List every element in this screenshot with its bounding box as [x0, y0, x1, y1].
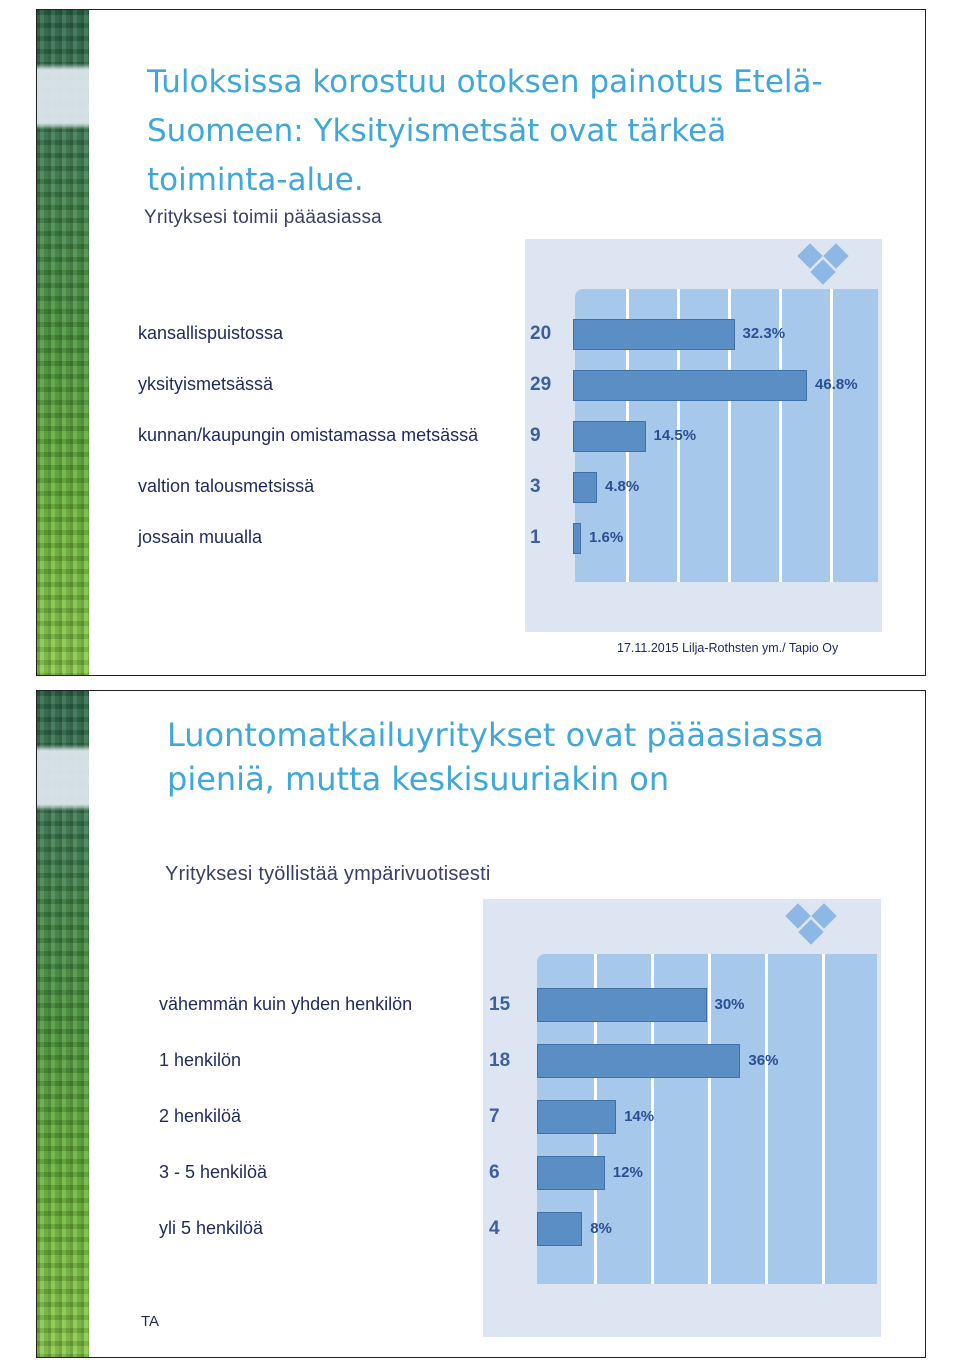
- value-label: 8%: [590, 1220, 612, 1237]
- count-label: 29: [530, 374, 552, 395]
- value-label: 30%: [714, 996, 745, 1013]
- count-label: 7: [489, 1106, 500, 1127]
- forest-decoration-image: [37, 691, 89, 1357]
- slide-1-title: Tuloksissa korostuu otoksen painotus Etelä-Suomeen: Yksityismetsät ovat tärkeä toiminta-alue.: [147, 64, 823, 198]
- diamond-logo-icon: [783, 901, 843, 951]
- value-label: 12%: [612, 1164, 643, 1181]
- value-label: 4.8%: [605, 478, 640, 495]
- category-label: valtion talousmetsissä: [138, 476, 315, 496]
- bar: [537, 1100, 616, 1134]
- count-label: 6: [489, 1162, 500, 1183]
- grid-line: [765, 954, 768, 1284]
- bar: [537, 1044, 740, 1078]
- slide-1-footer: 17.11.2015 Lilja-Rothsten ym./ Tapio Oy: [617, 641, 839, 655]
- category-label: vähemmän kuin yhden henkilön: [159, 994, 413, 1014]
- value-label: 14.5%: [653, 427, 697, 444]
- category-label: kansallispuistossa: [138, 323, 284, 343]
- bar: [573, 472, 597, 503]
- value-label: 46.8%: [815, 376, 858, 393]
- slide-2: [36, 690, 926, 1358]
- count-label: 3: [530, 476, 541, 497]
- category-label: 3 - 5 henkilöä: [159, 1162, 268, 1182]
- category-label: 1 henkilön: [159, 1050, 242, 1070]
- category-label: jossain muualla: [138, 527, 263, 547]
- value-label: 36%: [748, 1052, 779, 1069]
- grid-line: [830, 289, 833, 582]
- bar: [573, 523, 581, 554]
- count-label: 4: [489, 1218, 500, 1239]
- category-label: yksityismetsässä: [138, 374, 274, 394]
- category-label: 2 henkilöä: [159, 1106, 242, 1126]
- bar: [537, 988, 707, 1022]
- value-label: 32.3%: [742, 325, 786, 342]
- bar: [573, 370, 807, 401]
- count-label: 15: [489, 994, 511, 1015]
- count-label: 20: [530, 323, 552, 344]
- value-label: 1.6%: [589, 529, 624, 546]
- count-label: 18: [489, 1050, 511, 1071]
- count-label: 9: [530, 425, 541, 446]
- category-label: kunnan/kaupungin omistamassa metsässä: [138, 425, 479, 445]
- slide-2-title: Luontomatkailuyritykset ovat pääasiassa pieniä, mutta keskisuuriakin on: [167, 716, 824, 798]
- bar: [537, 1212, 582, 1246]
- slide-2-footer: TA: [141, 1313, 160, 1330]
- slide-1: [36, 9, 926, 676]
- forest-decoration-image: [37, 10, 89, 675]
- value-label: 14%: [624, 1108, 655, 1125]
- grid-line: [708, 954, 711, 1284]
- count-label: 1: [530, 527, 541, 548]
- chart-1-title: Yrityksesi toimii pääasiassa: [144, 207, 382, 228]
- chart-2-title: Yrityksesi työllistää ympärivuotisesti: [165, 863, 491, 885]
- bar: [573, 319, 735, 350]
- category-label: yli 5 henkilöä: [159, 1218, 264, 1238]
- diamond-logo-icon: [795, 241, 855, 291]
- bar: [537, 1156, 605, 1190]
- grid-line: [822, 954, 825, 1284]
- bar: [573, 421, 646, 452]
